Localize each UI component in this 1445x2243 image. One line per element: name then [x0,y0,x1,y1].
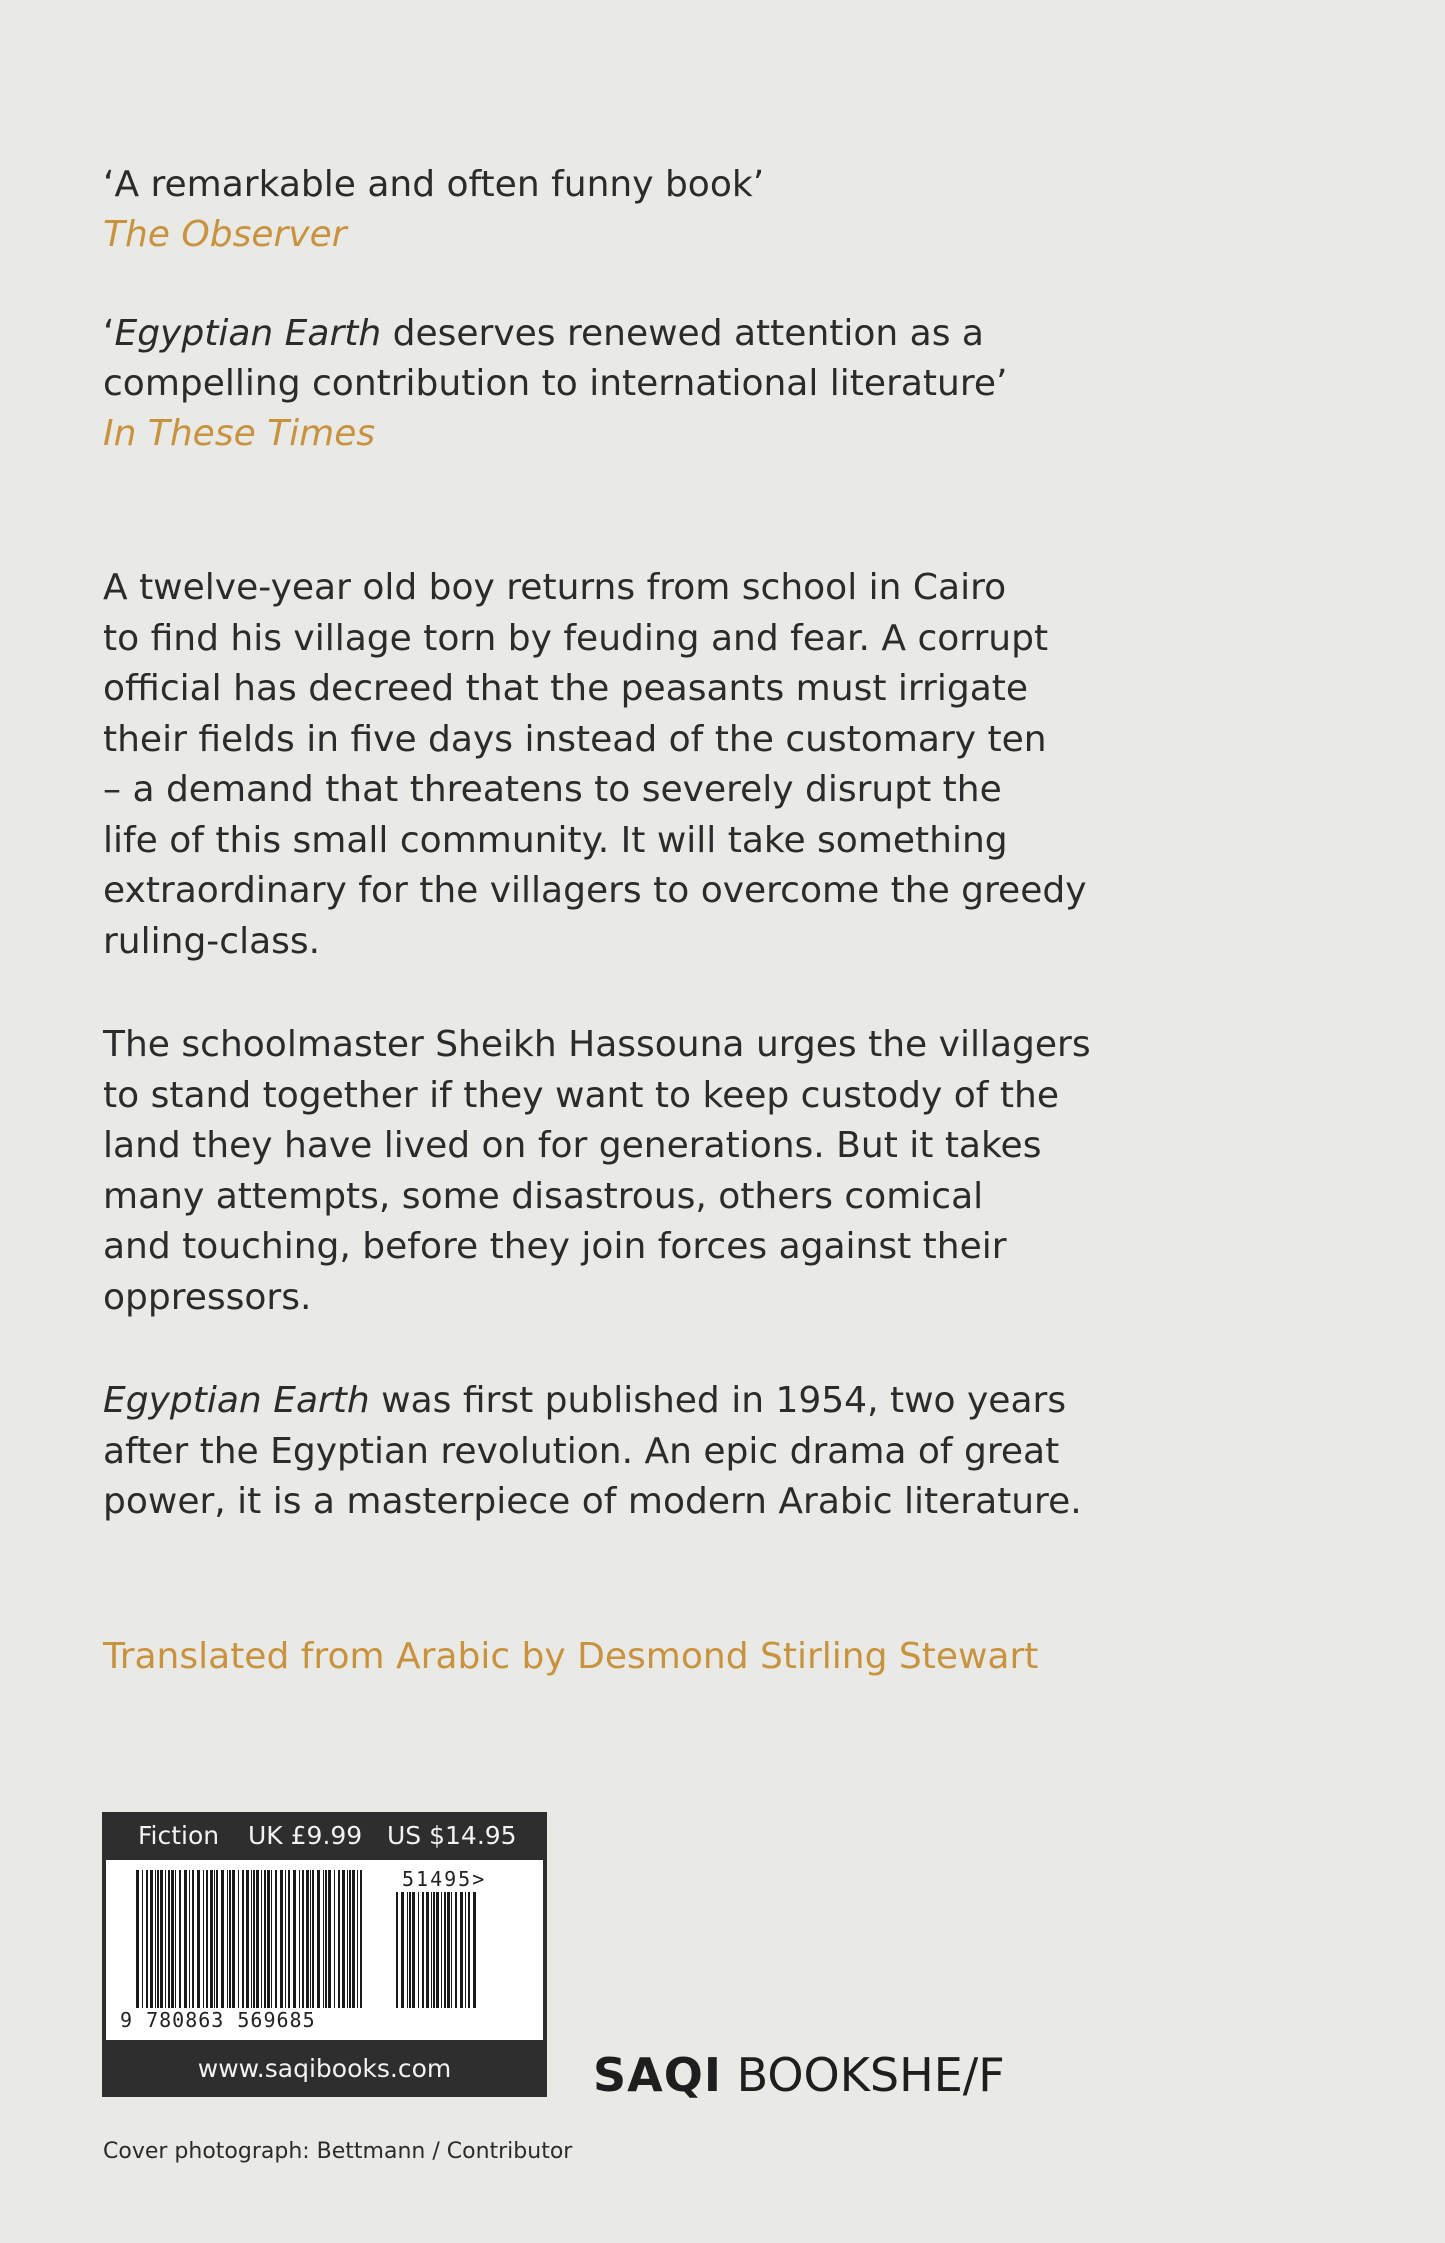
isbn-digits: 9 780863 569685 [120,2008,316,2032]
barcode-bar [189,1870,190,2008]
barcode-bar [157,1870,159,2008]
blurb-line: – a demand that threatens to severely disrupt the [103,769,1002,810]
barcode-bar [473,1892,476,2008]
barcode-bar [242,1870,244,2008]
barcode-bar [155,1870,156,2008]
blurb-line: after the Egyptian revolution. An epic drama of great [103,1430,1060,1472]
barcode-bar [214,1870,215,2008]
barcode-bar [325,1870,327,2008]
barcode-bar [436,1892,439,2008]
blurb-line: power, it is a masterpiece of modern Arabic literature. [103,1481,1082,1522]
quote-text [103,309,1143,359]
translator-credit: Translated from Arabic by Desmond Stirling Stewart [103,1636,1039,1677]
barcode-bar [203,1870,204,2008]
blurb-line: official has decreed that the peasants must irrigate [103,668,1029,709]
barcode-bar [422,1892,424,2008]
barcode-bar [306,1870,309,2008]
barcode-bar [317,1870,320,2008]
barcode-bar [352,1870,355,2008]
barcode-bar [261,1870,262,2008]
publisher-imprint: BOOKSHE/F [721,2048,1005,2102]
barcode-bar [184,1870,187,2008]
barcode-bar [357,1870,358,2008]
quote-open-mark: ‘ [103,313,115,354]
book-title-italic: Egyptian Earth [103,1380,370,1421]
publisher-logo [593,2045,1005,2105]
barcode-bar [160,1870,163,2008]
blurb-line: The schoolmaster Sheikh Hassouna urges the villagers [103,1024,1091,1065]
barcode-bar [251,1870,252,2008]
barcode-bar [238,1870,239,2008]
barcode-bar [175,1870,176,2008]
barcode-bar [334,1870,335,2008]
barcode-bar [168,1870,170,2008]
barcode-bar [142,1870,143,2008]
barcode-bar [447,1892,450,2008]
barcode-bar [465,1892,466,2008]
quote-line: deserves renewed attention as a [381,313,984,354]
barcode-bar [401,1892,404,2008]
barcode-bar [232,1870,235,2008]
barcode-bar [342,1870,345,2008]
barcode-bar [246,1870,249,2008]
barcode-bar [136,1870,139,2008]
barcode-bar [288,1870,290,2008]
cover-photo-credit: Cover photograph: Bettmann / Contributor [103,2139,573,2164]
barcode-bar [349,1870,351,2008]
barcode-bar [412,1892,415,2008]
barcode-bar [360,1870,362,2008]
barcode-bar [280,1870,283,2008]
barcode-bar [271,1870,272,2008]
uk-price: UK £9.99 [248,1821,363,1850]
isbn-barcode-bars [136,1870,362,2008]
barcode-bar [210,1870,213,2008]
barcode-bar [275,1870,277,2008]
barcode-bar [444,1892,446,2008]
barcode-bar [302,1870,304,2008]
barcode-bar [253,1870,255,2008]
blurb-line: their fields in five days instead of the customary ten [103,718,1047,760]
barcode-bar [299,1870,300,2008]
barcode-bar [165,1870,166,2008]
barcode-bar [146,1870,148,2008]
blurb-line: many attempts, some disastrous, others comical [103,1175,984,1217]
barcode-box [102,1812,547,2097]
blurb-line: land they have lived on for generations. But it takes [103,1125,1042,1166]
quote-line-2: compelling contribution to international literature’ [103,363,1008,404]
barcode-bar [227,1870,228,2008]
us-price: US $14.95 [387,1821,517,1850]
barcode-bar [171,1870,174,2008]
barcode-bar [426,1892,429,2008]
barcode-bar [407,1892,408,2008]
price-bar [102,1812,547,1860]
blurb-paragraph-1 [103,563,1143,967]
barcode-bar [150,1870,153,2008]
quote-line: ‘A remarkable and often funny book’ [103,164,765,205]
barcode-bar [418,1892,419,2008]
barcode-bar [328,1870,331,2008]
blurb-line: to stand together if they want to keep custody of the [103,1074,1059,1116]
barcode-bar [451,1892,452,2008]
barcode-bar [468,1892,470,2008]
barcode-bar [338,1870,340,2008]
barcode-bar [455,1892,457,2008]
barcode-bar [221,1870,224,2008]
barcode-bar [216,1870,218,2008]
barcode-bar [229,1870,231,2008]
blurb-line: ruling-class. [103,920,321,962]
blurb-line: extraordinary for the villagers to overcome the greedy [103,870,1087,911]
category-label: Fiction [138,1821,220,1850]
barcode-bar [312,1870,314,2008]
blurb-paragraph-3 [103,1376,1143,1528]
barcode-bar [179,1870,181,2008]
barcode-bar [197,1870,200,2008]
barcode-bar [267,1870,270,2008]
barcode-bar [396,1892,398,2008]
blurb-line-rest: was first published in 1954, two years [369,1380,1067,1421]
blurb-line [103,1376,1143,1427]
blurb-line: and touching, before they join forces against their [103,1226,1007,1267]
addon-barcode-bars [396,1892,476,2008]
publisher-url: www.saqibooks.com [197,2054,452,2083]
barcode-bar [433,1892,435,2008]
barcode-bar [431,1892,432,2008]
barcode-bar [256,1870,259,2008]
barcode-bar [441,1892,442,2008]
blurb-line: life of this small community. It will take something [103,819,1008,861]
quote-source: In These Times [103,413,376,454]
barcode-bar [323,1870,324,2008]
review-quote-1 [103,160,1143,260]
quote-source: The Observer [103,214,347,255]
addon-digits: 51495> [402,1867,487,1891]
review-quote-2 [103,309,1143,459]
blurb-line: to find his village torn by feuding and fear. A corrupt [103,617,1049,659]
barcode-bar [310,1870,311,2008]
publisher-brand: SAQI [593,2048,722,2102]
barcode-bar [192,1870,194,2008]
quote-text [103,160,1143,210]
blurb-line: oppressors. [103,1276,312,1318]
barcode-bar [264,1870,266,2008]
barcode-bar [285,1870,286,2008]
barcode-bar [460,1892,463,2008]
blurb-paragraph-2 [103,1020,1143,1323]
barcode-bar [293,1870,296,2008]
barcode-area [106,1860,543,2040]
barcode-bar [206,1870,208,2008]
barcode-bar [347,1870,348,2008]
blurb-line: A twelve-year old boy returns from school in Cairo [103,567,1007,608]
barcode-bar [409,1892,411,2008]
book-title-italic: Egyptian Earth [114,313,382,354]
